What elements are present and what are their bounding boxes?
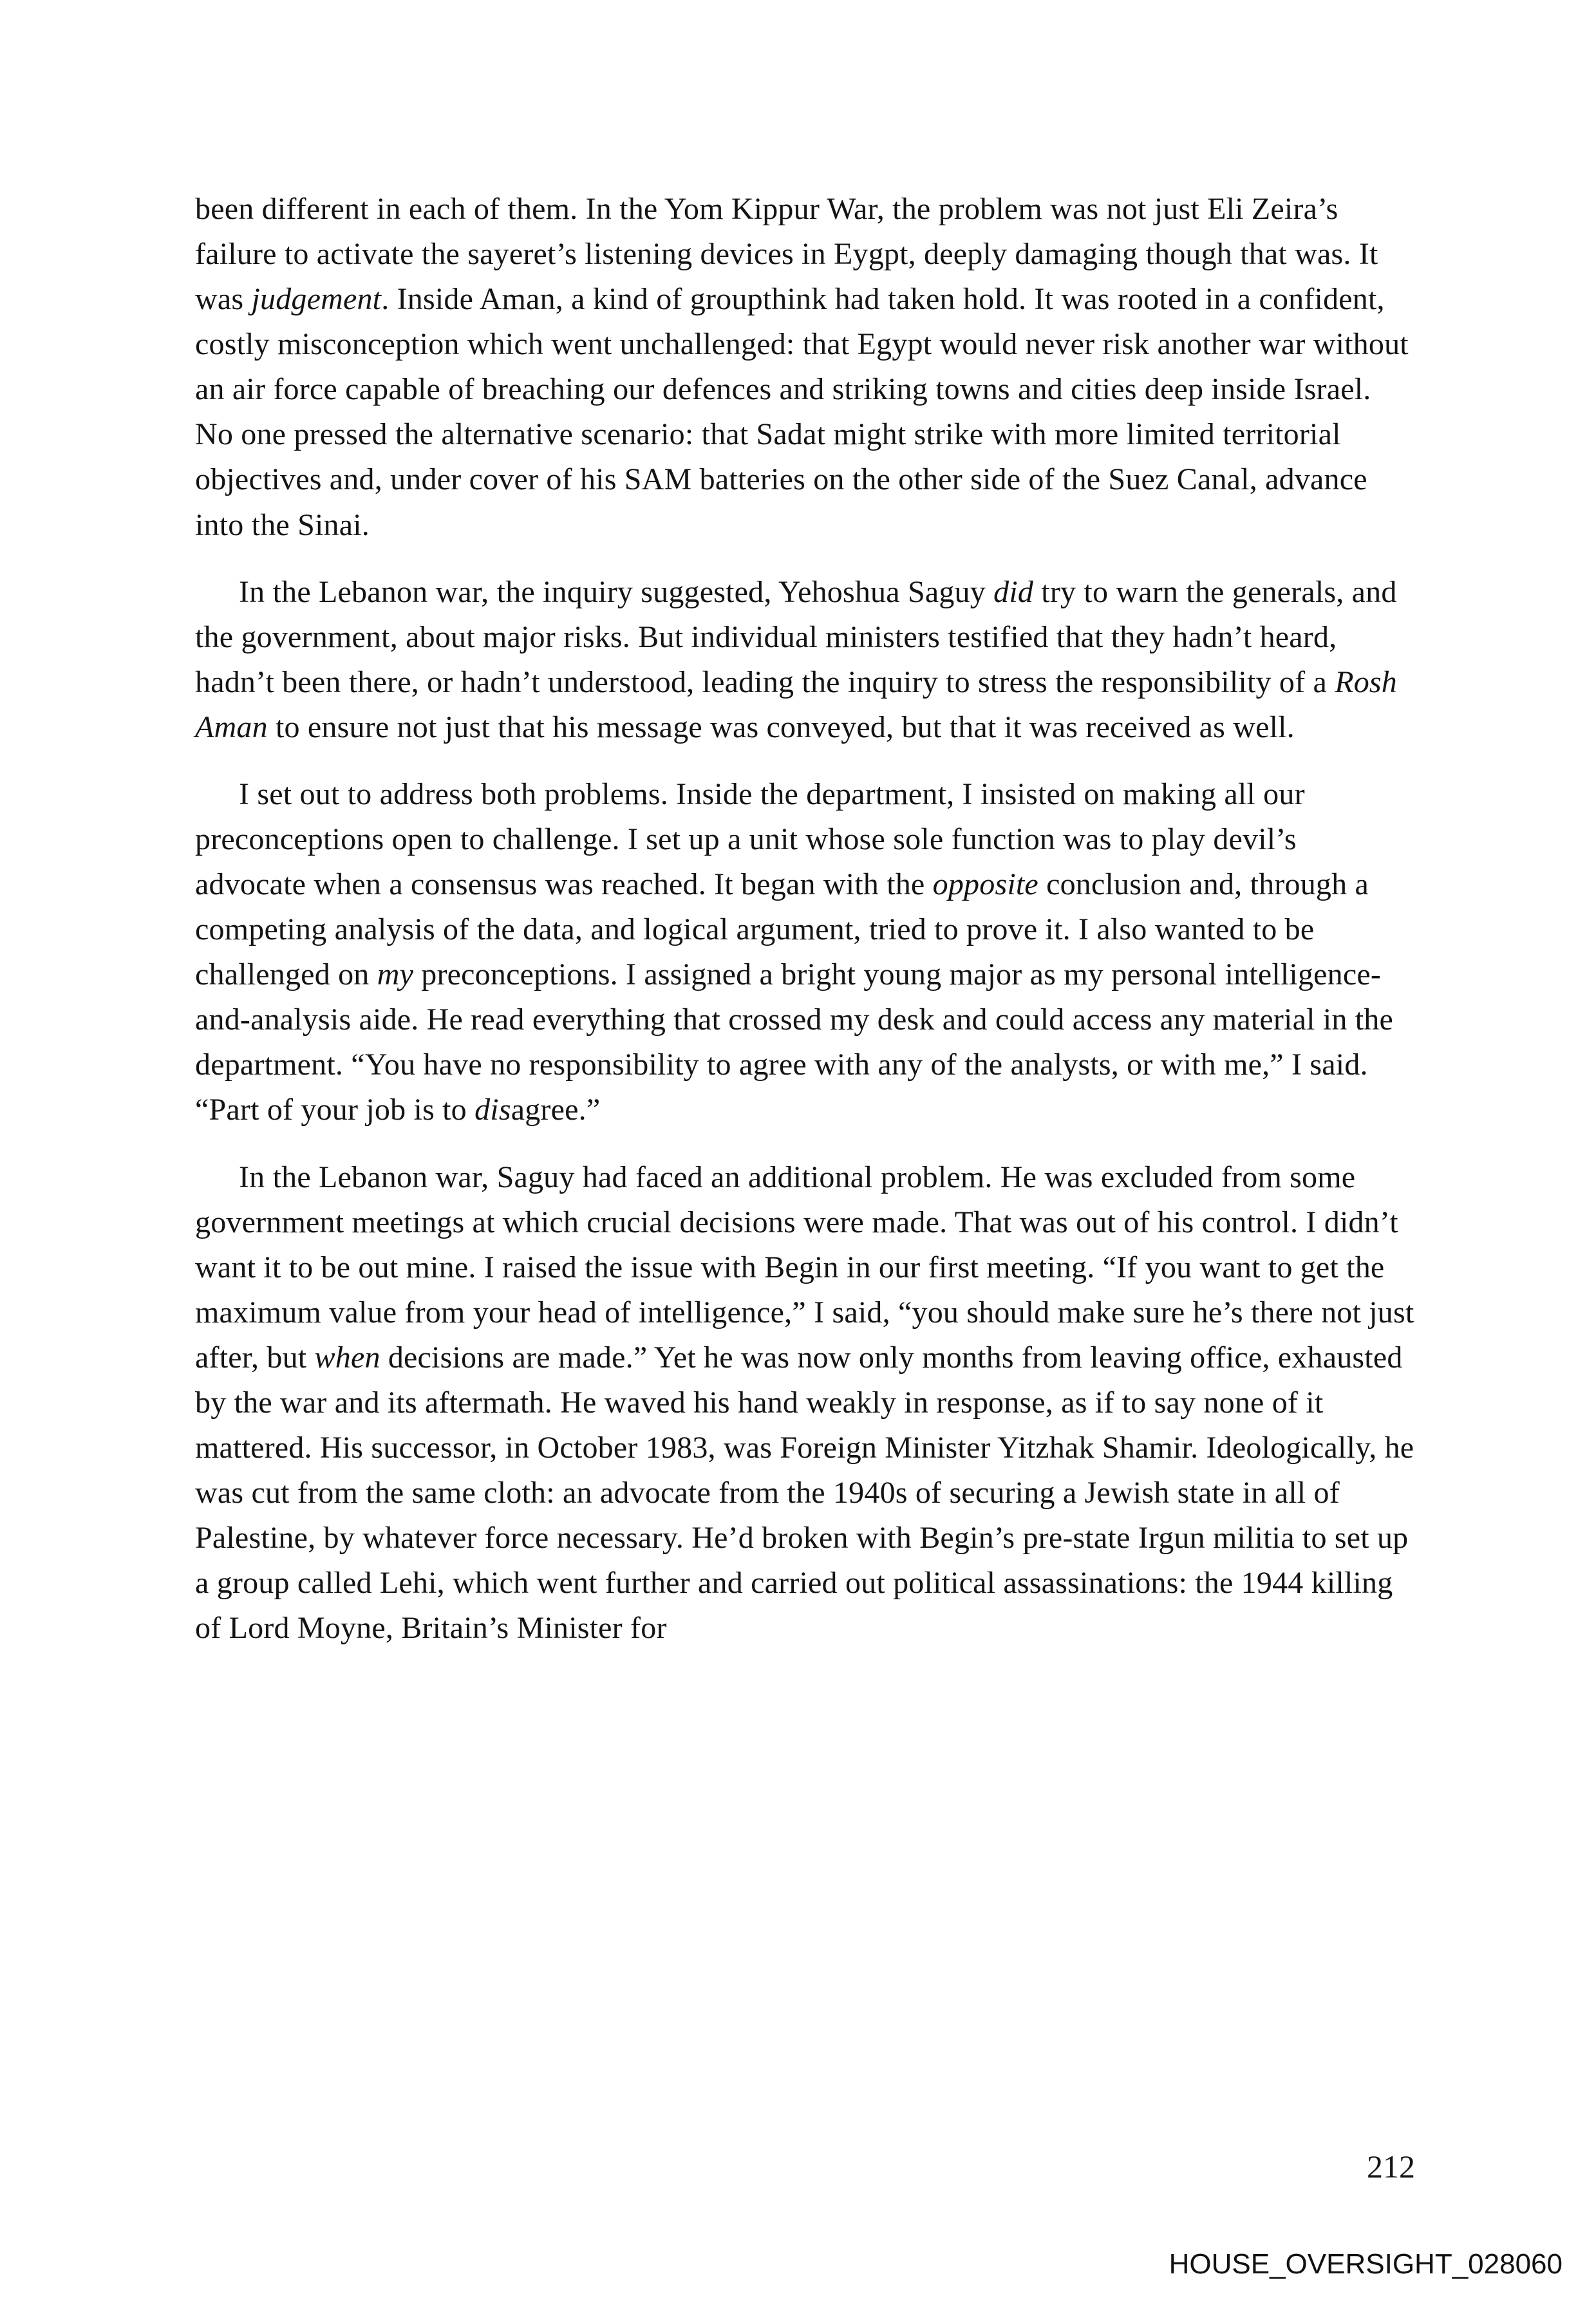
text-run: conclusion and, through a competing analysis of the data, and logical argument, tried to prove it. I also wanted to be challenged on xyxy=(195,867,1369,992)
text-run: to ensure not just that his message was conveyed, but that it was received as well. xyxy=(267,710,1295,744)
text-run: In the Lebanon war, Saguy had faced an additional problem. He was excluded from some government meetings at which crucial decisions were made. That was out of his control. I didn’t want it to be out mine. I raised the issue with Begin in our first meeting. “If you want to get the maximum value from your head of intelligence,” I said, “you should make sure he’s there not just after, but xyxy=(195,1160,1414,1375)
italic-text-run: my xyxy=(377,957,414,992)
text-run: I set out to address both problems. Inside the department, I insisted on making all our preconceptions open to challenge. I set up a unit whose sole function was to play devil’s advocate when a consensus was reached. It began with the xyxy=(195,776,1305,902)
page-number: 212 xyxy=(1367,2148,1415,2185)
text-run: preconceptions. I assigned a bright young major as my personal intelligence-and-analysis aide. He read everything that crossed my desk and could access any material in the department. “You have no responsibility to agree with any of the analysts, or with me,” I said. “Part of your job is to xyxy=(195,957,1393,1127)
italic-text-run: did xyxy=(993,574,1034,609)
italic-text-run: opposite xyxy=(932,867,1038,902)
text-run: decisions are made.” Yet he was now only months from leaving office, exhausted by the war and its aftermath. He waved his hand weakly in response, as if to say none of it mattered. His successor, in October 1983, was Foreign Minister Yitzhak Shamir. Ideologically, he was cut from the same cloth: an advocate from the 1940s of securing a Jewish state in all of Palestine, by whatever force necessary. He’d broken with Begin’s pre-state Irgun militia to set up a group called Lehi, which went further and carried out political assassinations: the 1944 killing of Lord Moyne, Britain’s Minister for xyxy=(195,1340,1414,1646)
page-body xyxy=(195,187,1415,1673)
text-run: been different in each of them. In the Yom Kippur War, the problem was not just Eli Zeira’s failure to activate the sayeret’s listening devices in Eygpt, deeply damaging though that was. It was xyxy=(195,192,1378,317)
text-run: agree.” xyxy=(511,1093,601,1127)
italic-text-run: Rosh Aman xyxy=(195,664,1397,744)
italic-text-run: judgement xyxy=(251,282,382,317)
text-run: In the Lebanon war, the inquiry suggested, Yehoshua Saguy xyxy=(239,574,994,609)
italic-text-run: dis xyxy=(474,1093,511,1127)
text-run: . Inside Aman, a kind of groupthink had taken hold. It was rooted in a confident, costly misconception which went unchallenged: that Egypt would never risk another war without an air force capable of breaching our defences and striking towns and cities deep inside Israel. No one pressed the alternative scenario: that Sadat might strike with more limited territorial objectives and, under cover of his SAM batteries on the other side of the Suez Canal, advance into the Sinai. xyxy=(195,282,1409,542)
italic-text-run: when xyxy=(314,1340,380,1375)
paragraph xyxy=(195,570,1415,750)
paragraph xyxy=(195,187,1415,548)
text-run: try to warn the generals, and the government, about major risks. But individual ministers testified that they hadn’t heard, hadn’t been there, or hadn’t understood, leading the inquiry to stress the responsibility of a xyxy=(195,574,1397,699)
paragraph xyxy=(195,772,1415,1133)
paragraph xyxy=(195,1155,1415,1651)
bates-number: HOUSE_OVERSIGHT_028060 xyxy=(1169,2248,1563,2280)
